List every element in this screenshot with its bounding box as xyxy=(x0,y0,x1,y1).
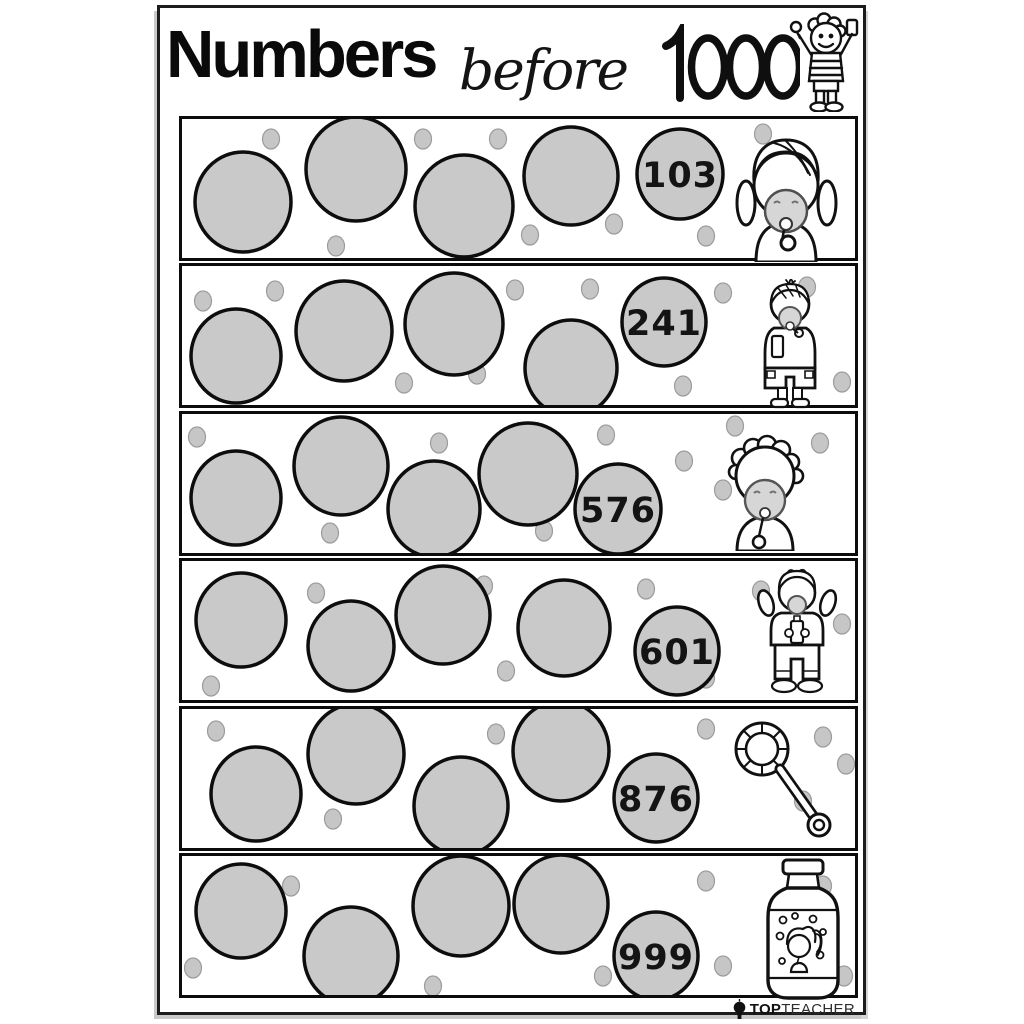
answer-bubble[interactable] xyxy=(195,152,291,252)
page-title-number-1000 xyxy=(650,24,800,108)
answer-bubble[interactable] xyxy=(211,747,301,841)
given-number-bubble xyxy=(614,912,698,995)
number-strip-row xyxy=(179,116,858,261)
decor-dot xyxy=(522,225,539,245)
girl-blowing-bubble-clipart xyxy=(730,123,842,262)
decor-dot xyxy=(322,523,339,543)
decor-dot xyxy=(195,291,212,311)
curly-boy-blowing-bubble-clipart xyxy=(707,426,822,551)
decor-dot xyxy=(498,661,515,681)
decor-dot xyxy=(328,236,345,256)
decor-dot xyxy=(715,283,732,303)
answer-bubble[interactable] xyxy=(396,566,490,664)
answer-bubble[interactable] xyxy=(414,757,508,848)
answer-bubble[interactable] xyxy=(308,709,404,804)
answer-bubble[interactable] xyxy=(413,856,509,956)
decor-dot xyxy=(185,958,202,978)
answer-bubble[interactable] xyxy=(524,127,618,225)
given-number-bubble xyxy=(635,607,719,695)
decor-dot xyxy=(203,676,220,696)
given-number-bubble xyxy=(575,464,661,553)
decor-dot xyxy=(698,871,715,891)
decor-dot xyxy=(283,876,300,896)
answer-bubble[interactable] xyxy=(518,580,610,676)
given-number-label: 576 xyxy=(579,491,657,531)
given-number-bubble xyxy=(622,278,706,366)
decor-dot xyxy=(675,376,692,396)
decor-dot xyxy=(415,129,432,149)
given-number-label: 241 xyxy=(625,304,703,344)
answer-bubble[interactable] xyxy=(294,417,388,515)
decor-dot xyxy=(834,372,851,392)
decor-dot xyxy=(263,129,280,149)
decor-dot xyxy=(595,966,612,986)
brand-teacher: TEACHER xyxy=(781,1001,855,1018)
decor-dot xyxy=(490,129,507,149)
brand-top: TOP xyxy=(749,1001,782,1018)
answer-bubble[interactable] xyxy=(191,451,281,545)
decor-dot xyxy=(598,425,615,445)
decor-dot xyxy=(431,433,448,453)
page-title-main: Numbers xyxy=(166,17,436,92)
decor-dot xyxy=(189,427,206,447)
row-canvas xyxy=(182,856,855,995)
decor-dot xyxy=(425,976,442,995)
answer-bubble[interactable] xyxy=(196,573,286,667)
answer-bubble[interactable] xyxy=(306,119,406,221)
number-strip-row xyxy=(179,263,858,408)
number-strip-row xyxy=(179,411,858,556)
kid-with-bubbles-icon xyxy=(788,8,866,112)
answer-bubble[interactable] xyxy=(191,309,281,403)
answer-bubble[interactable] xyxy=(308,601,394,691)
given-number-label: 601 xyxy=(638,633,716,673)
worksheet-page xyxy=(157,5,866,1018)
decor-dot xyxy=(208,721,225,741)
answer-bubble[interactable] xyxy=(514,856,608,953)
given-number-label: 103 xyxy=(641,156,719,196)
girl-pigtails-with-bottle-clipart xyxy=(747,567,847,703)
decor-dot xyxy=(267,281,284,301)
decor-dot xyxy=(698,226,715,246)
given-number-bubble xyxy=(637,129,723,219)
decor-dot xyxy=(638,579,655,599)
given-number-label: 876 xyxy=(617,780,695,820)
decor-dot xyxy=(838,754,855,774)
boy-blowing-bubble-clipart xyxy=(752,276,828,409)
answer-bubble[interactable] xyxy=(479,423,577,525)
answer-bubble[interactable] xyxy=(405,273,503,375)
lightbulb-icon xyxy=(732,999,747,1020)
answer-bubble[interactable] xyxy=(388,461,480,553)
decor-dot xyxy=(396,373,413,393)
number-strip-row xyxy=(179,853,858,998)
decor-dot xyxy=(308,583,325,603)
answer-bubble[interactable] xyxy=(304,907,398,995)
given-number-label: 999 xyxy=(617,938,695,978)
decor-dot xyxy=(325,809,342,829)
answer-bubble[interactable] xyxy=(196,864,286,958)
page-title-script: before xyxy=(459,38,628,102)
decor-dot xyxy=(606,214,623,234)
answer-bubble[interactable] xyxy=(296,281,392,381)
decor-dot xyxy=(488,724,505,744)
answer-bubble[interactable] xyxy=(415,155,513,257)
answer-bubble[interactable] xyxy=(513,709,609,801)
answer-bubble[interactable] xyxy=(525,320,617,405)
number-strip-row xyxy=(179,558,858,703)
decor-dot xyxy=(698,719,715,739)
decor-dot xyxy=(715,956,732,976)
decor-dot xyxy=(582,279,599,299)
bubble-bottle-clipart xyxy=(757,858,849,1000)
decor-dot xyxy=(676,451,693,471)
given-number-bubble xyxy=(614,754,698,842)
brand-footer xyxy=(732,999,855,1020)
bubble-wand-clipart xyxy=(722,717,834,842)
number-strip-row xyxy=(179,706,858,851)
decor-dot xyxy=(507,280,524,300)
